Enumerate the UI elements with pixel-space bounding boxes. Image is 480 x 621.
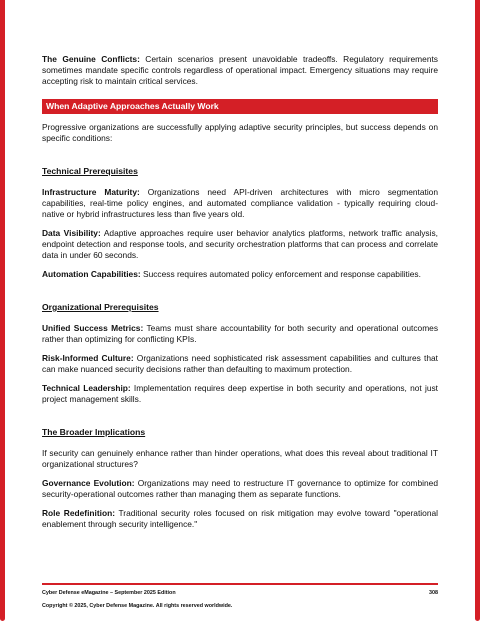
broader-intro: If security can genuinely enhance rather than hinder operations, what does this reveal about traditional IT organizational structures? <box>42 448 438 469</box>
item-text: Traditional security roles focused on risk mitigation may evolve toward "operational enablement through security intelligence." <box>42 508 438 529</box>
item-text: Organizations may need to restructure IT governance to optimize for combined security-operational outcomes rather than managing them as separate functions. <box>42 478 438 499</box>
item-text: Organizations need API-driven architectures with micro segmentation capabilities, real-time policy engines, and automated compliance validation - typically requiring cloud-native or hybrid infrastructures less than five years old. <box>42 187 439 219</box>
item-text: Teams must share accountability for both security and operational outcomes rather than optimizing for conflicting KPIs. <box>42 323 439 344</box>
technical-item <box>42 187 438 220</box>
organizational-heading: Organizational Prerequisites <box>42 302 159 312</box>
page-footer <box>42 583 438 609</box>
broader-heading: The Broader Implications <box>42 427 146 437</box>
organizational-item <box>42 353 438 375</box>
item-label: Role Redefinition: <box>42 508 115 518</box>
broader-item <box>42 478 438 500</box>
item-text: Implementation requires deep expertise in both security and operations, not just project management skills. <box>42 383 438 404</box>
item-text: Organizations need sophisticated risk assessment capabilities and cultures that can make nuanced security decisions rather than defaulting to maximum protection. <box>42 353 438 374</box>
broader-item <box>42 508 438 530</box>
item-label: Data Visibility: <box>42 228 101 238</box>
item-label: Automation Capabilities: <box>42 269 141 279</box>
footer-copyright: Copyright © 2025, Cyber Defense Magazine. All rights reserved worldwide. <box>42 603 233 609</box>
intro-text: Certain scenarios present unavoidable tradeoffs. Regulatory requirements sometimes mandate specific controls regardless of operational impact. Emergency situations may require accepting risk to maintain critical services. <box>42 54 438 86</box>
right-edge-bar <box>475 0 480 621</box>
organizational-item <box>42 383 438 405</box>
item-label: Unified Success Metrics: <box>42 323 144 333</box>
section-banner: When Adaptive Approaches Actually Work <box>42 99 438 114</box>
item-label: Governance Evolution: <box>42 478 135 488</box>
item-label: Technical Leadership: <box>42 383 131 393</box>
intro-paragraph <box>42 54 438 87</box>
technical-item <box>42 228 438 261</box>
organizational-item <box>42 323 438 345</box>
technical-heading: Technical Prerequisites <box>42 166 138 176</box>
item-text: Success requires automated policy enforcement and response capabilities. <box>140 269 421 279</box>
banner-intro: Progressive organizations are successfully applying adaptive security principles, but success depends on specific conditions: <box>42 122 438 143</box>
page-number: 308 <box>429 590 438 596</box>
article-body <box>42 54 438 538</box>
technical-item <box>42 269 438 280</box>
footer-edition: Cyber Defense eMagazine – September 2025 Edition <box>42 590 176 596</box>
item-label: Infrastructure Maturity: <box>42 187 140 197</box>
item-label: Risk-Informed Culture: <box>42 353 134 363</box>
intro-label: The Genuine Conflicts: <box>42 54 140 64</box>
left-edge-bar <box>0 0 5 621</box>
item-text: Adaptive approaches require user behavior analytics platforms, network traffic analysis, endpoint detection and response tools, and security orchestration platforms that can process and correlate data in under 60 seconds. <box>42 228 438 260</box>
